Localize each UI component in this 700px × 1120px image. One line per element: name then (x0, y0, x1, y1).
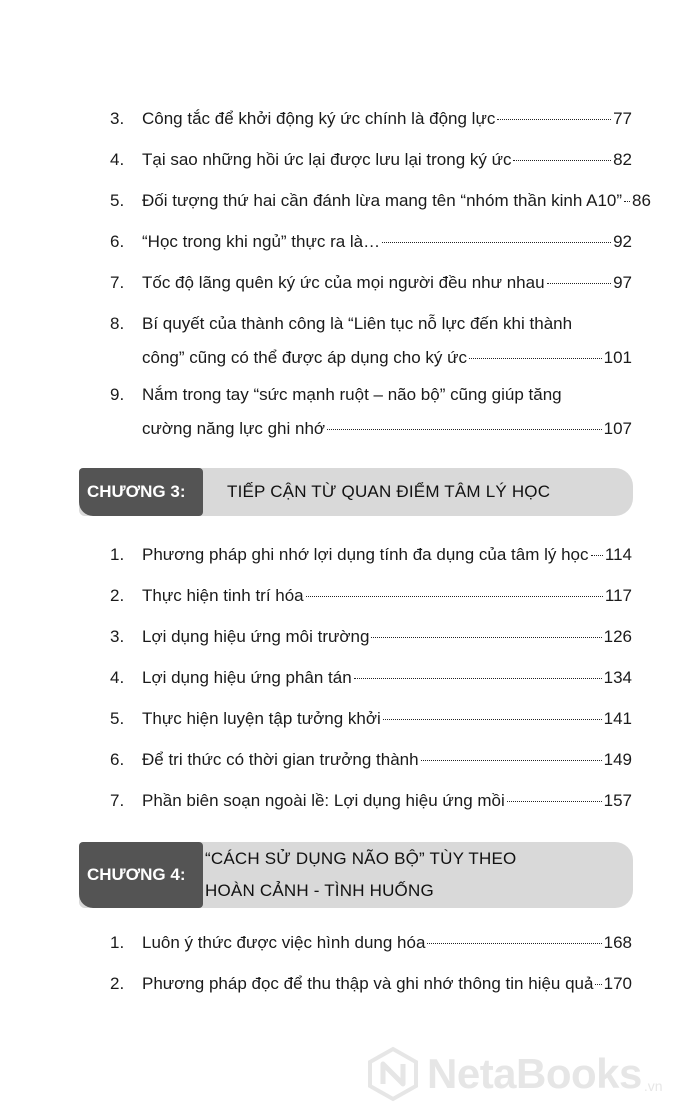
leader-dots (371, 637, 601, 638)
entry-page: 92 (613, 232, 632, 251)
entry-page: 77 (613, 109, 632, 128)
leader-dots (421, 760, 602, 761)
leader-dots (624, 201, 630, 202)
toc-entry (110, 661, 632, 695)
entry-number: 1. (110, 933, 125, 952)
entry-page: 149 (603, 750, 632, 769)
entry-page: 157 (603, 791, 632, 810)
entry-title: Lợi dụng hiệu ứng phân tán (142, 668, 352, 687)
entry-number: 5. (110, 191, 125, 210)
toc-entry (110, 579, 632, 613)
chapter-label: CHƯƠNG 3: (79, 468, 203, 516)
toc-entry (110, 143, 632, 177)
entry-page: 117 (604, 586, 632, 605)
chapter-3-header (79, 468, 633, 516)
entry-page: 101 (603, 348, 632, 367)
entry-page: 141 (603, 709, 632, 728)
entry-number: 3. (110, 109, 125, 128)
entry-title: Luôn ý thức được việc hình dung hóa (142, 933, 426, 952)
toc-entry (110, 967, 632, 1001)
entry-title: Nắm trong tay “sức mạnh ruột – não bộ” cũng giúp tăng (142, 385, 562, 404)
entry-title: Đối tượng thứ hai cần đánh lừa mang tên “nhóm thần kinh A10” (142, 191, 623, 210)
entry-title: Thực hiện luyện tập tưởng khởi (142, 709, 381, 728)
entry-number: 4. (110, 668, 125, 687)
toc-entry (110, 378, 632, 446)
entry-page: 86 (632, 191, 651, 210)
toc-entry (110, 184, 651, 218)
entry-title: Phương pháp đọc để thu thập và ghi nhớ thông tin hiệu quả (142, 974, 594, 993)
watermark (365, 1044, 695, 1104)
toc-entry (110, 926, 632, 960)
entry-page: 170 (603, 974, 632, 993)
entry-title: Tốc độ lãng quên ký ức của mọi người đều như nhau (142, 273, 545, 292)
leader-dots (547, 283, 612, 284)
entry-title: Công tắc để khởi động ký ức chính là động lực (142, 109, 496, 128)
entry-number: 9. (110, 385, 125, 404)
leader-dots (507, 801, 602, 802)
toc-entry (110, 538, 632, 572)
watermark-brand: NetaBooks (427, 1050, 642, 1097)
entry-page: 134 (603, 668, 632, 687)
entry-title-continued: cường năng lực ghi nhớ (142, 419, 326, 438)
leader-dots (591, 555, 603, 556)
chapter-title-line: HOÀN CẢNH - TÌNH HUỐNG (205, 881, 434, 900)
entry-number: 2. (110, 586, 125, 605)
entry-page: 126 (603, 627, 632, 646)
entry-number: 6. (110, 750, 125, 769)
entry-number: 7. (110, 273, 125, 292)
chapter-title-line: “CÁCH SỬ DỤNG NÃO BỘ” TÙY THEO (205, 849, 517, 868)
watermark-suffix: .vn (643, 1078, 663, 1094)
entry-number: 8. (110, 314, 125, 333)
leader-dots (382, 242, 611, 243)
leader-dots (497, 119, 611, 120)
entry-title: Phương pháp ghi nhớ lợi dụng tính đa dụng của tâm lý học (142, 545, 589, 564)
toc-entry (110, 743, 632, 777)
toc-entry (110, 102, 632, 136)
entry-title: Lợi dụng hiệu ứng môi trường (142, 627, 370, 646)
toc-entry (110, 620, 632, 654)
chapter-label: CHƯƠNG 4: (79, 842, 203, 908)
chapter-title-line: TIẾP CẬN TỪ QUAN ĐIỂM TÂM LÝ HỌC (227, 482, 551, 501)
toc-entry (110, 307, 632, 375)
entry-title: Thực hiện tinh trí hóa (142, 586, 304, 605)
chapter-4-header (79, 842, 633, 908)
toc-entry (110, 225, 632, 259)
leader-dots (595, 984, 601, 985)
entry-number: 2. (110, 974, 125, 993)
entry-title: Phần biên soạn ngoài lề: Lợi dụng hiệu ứng mồi (142, 791, 505, 810)
toc-entry (110, 702, 632, 736)
toc-entry (110, 266, 632, 300)
chapter-title (227, 476, 623, 508)
entry-title-continued: công” cũng có thể được áp dụng cho ký ức (142, 348, 467, 367)
entry-page: 114 (604, 545, 632, 564)
entry-page: 168 (603, 933, 632, 952)
entry-page: 107 (603, 419, 632, 438)
leader-dots (469, 358, 602, 359)
toc-entry (110, 784, 632, 818)
entry-number: 5. (110, 709, 125, 728)
entry-number: 7. (110, 791, 125, 810)
leader-dots (383, 719, 602, 720)
leader-dots (327, 429, 602, 430)
entry-number: 1. (110, 545, 125, 564)
chapter-title (205, 843, 623, 907)
netabooks-logo-icon (365, 1046, 421, 1102)
entry-number: 4. (110, 150, 125, 169)
entry-number: 3. (110, 627, 125, 646)
leader-dots (513, 160, 611, 161)
entry-page: 97 (613, 273, 632, 292)
entry-page: 82 (613, 150, 632, 169)
entry-title: Bí quyết của thành công là “Liên tục nỗ lực đến khi thành (142, 314, 573, 333)
entry-title: “Học trong khi ngủ” thực ra là… (142, 232, 381, 251)
entry-title: Tại sao những hồi ức lại được lưu lại trong ký ức (142, 150, 512, 169)
leader-dots (306, 596, 603, 597)
entry-title: Để tri thức có thời gian trưởng thành (142, 750, 419, 769)
entry-number: 6. (110, 232, 125, 251)
leader-dots (427, 943, 601, 944)
leader-dots (354, 678, 602, 679)
